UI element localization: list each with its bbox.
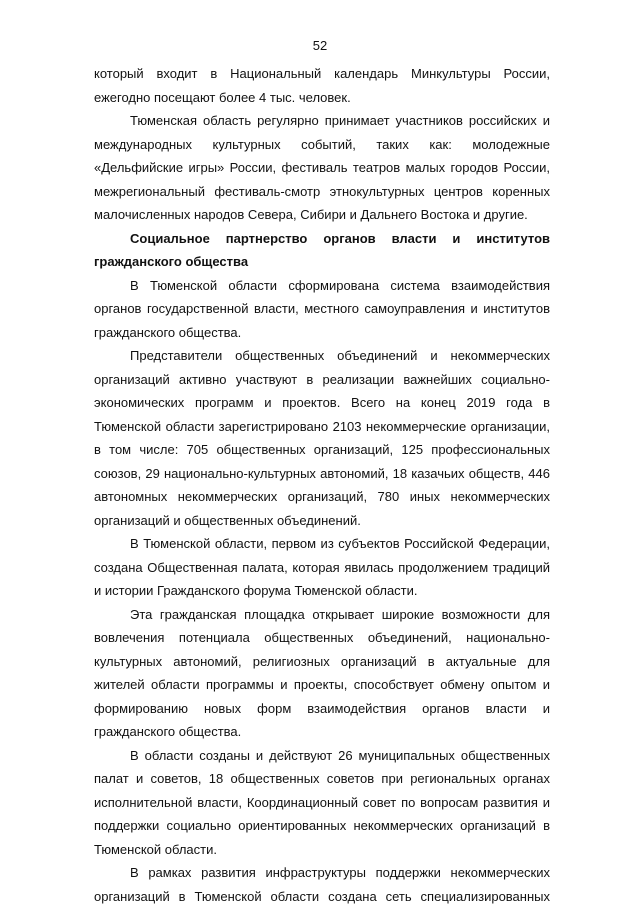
- paragraph-nonprofit-statistics: Представители общественных объединений и некоммерческих организаций активно участвуют в реализации важнейших социально-экономических программ и проектов. Всего на конец 2019 года в Тюменской области зарегистрировано 2103 некоммерческие организации, в том числе: 705 общественных организаций, 125 профессиональных союзов, 29 национально-культурных автономий, 18 казачьих обществ, 446 автономных некоммерческих организаций, 780 иных некоммерческих организаций и общественных объединений.: [94, 348, 550, 528]
- paragraph-public-chamber: В Тюменской области, первом из субъектов Российской Федерации, создана Общественная палата, которая явилась продолжением традиций и истории Гражданского форума Тюменской области.: [94, 536, 550, 598]
- section-heading: Социальное партнерство органов власти и институтов гражданского общества: [94, 230, 550, 269]
- paragraph-infrastructure: В рамках развития инфраструктуры поддержки некоммерческих организаций в Тюменской области создана сеть специализированных: [94, 865, 550, 904]
- page-body: [94, 62, 550, 908]
- paragraph-civic-platform: Эта гражданская площадка открывает широкие возможности для вовлечения потенциала общественных объединений, национально-культурных автономий, религиозных организаций в актуальные для жителей области программы и проекты, способствует обмену опытом и формированию новых форм взаимодействия органов власти и гражданского общества.: [94, 606, 550, 739]
- paragraph-continuation: который входит в Национальный календарь Минкультуры России, ежегодно посещают более 4 тыс. человек.: [94, 66, 550, 105]
- paragraph-cultural-events: Тюменская область регулярно принимает участников российских и международных культурных событий, таких как: молодежные «Дельфийские игры» России, фестиваль театров малых городов России, межрегиональный фестиваль-смотр этнокультурных центров коренных малочисленных народов Севера, Сибири и Дальнего Востока и другие.: [94, 113, 550, 222]
- paragraph-councils: В области созданы и действуют 26 муниципальных общественных палат и советов, 18 общественных советов при региональных органах исполнительной власти, Координационный совет по вопросам развития и поддержки социально ориентированных некоммерческих организаций в Тюменской области.: [94, 747, 550, 857]
- paragraph-interaction-system: В Тюменской области сформирована система взаимодействия органов государственной власти, местного самоуправления и институтов гражданского общества.: [94, 277, 550, 340]
- page-number: 52: [312, 38, 328, 53]
